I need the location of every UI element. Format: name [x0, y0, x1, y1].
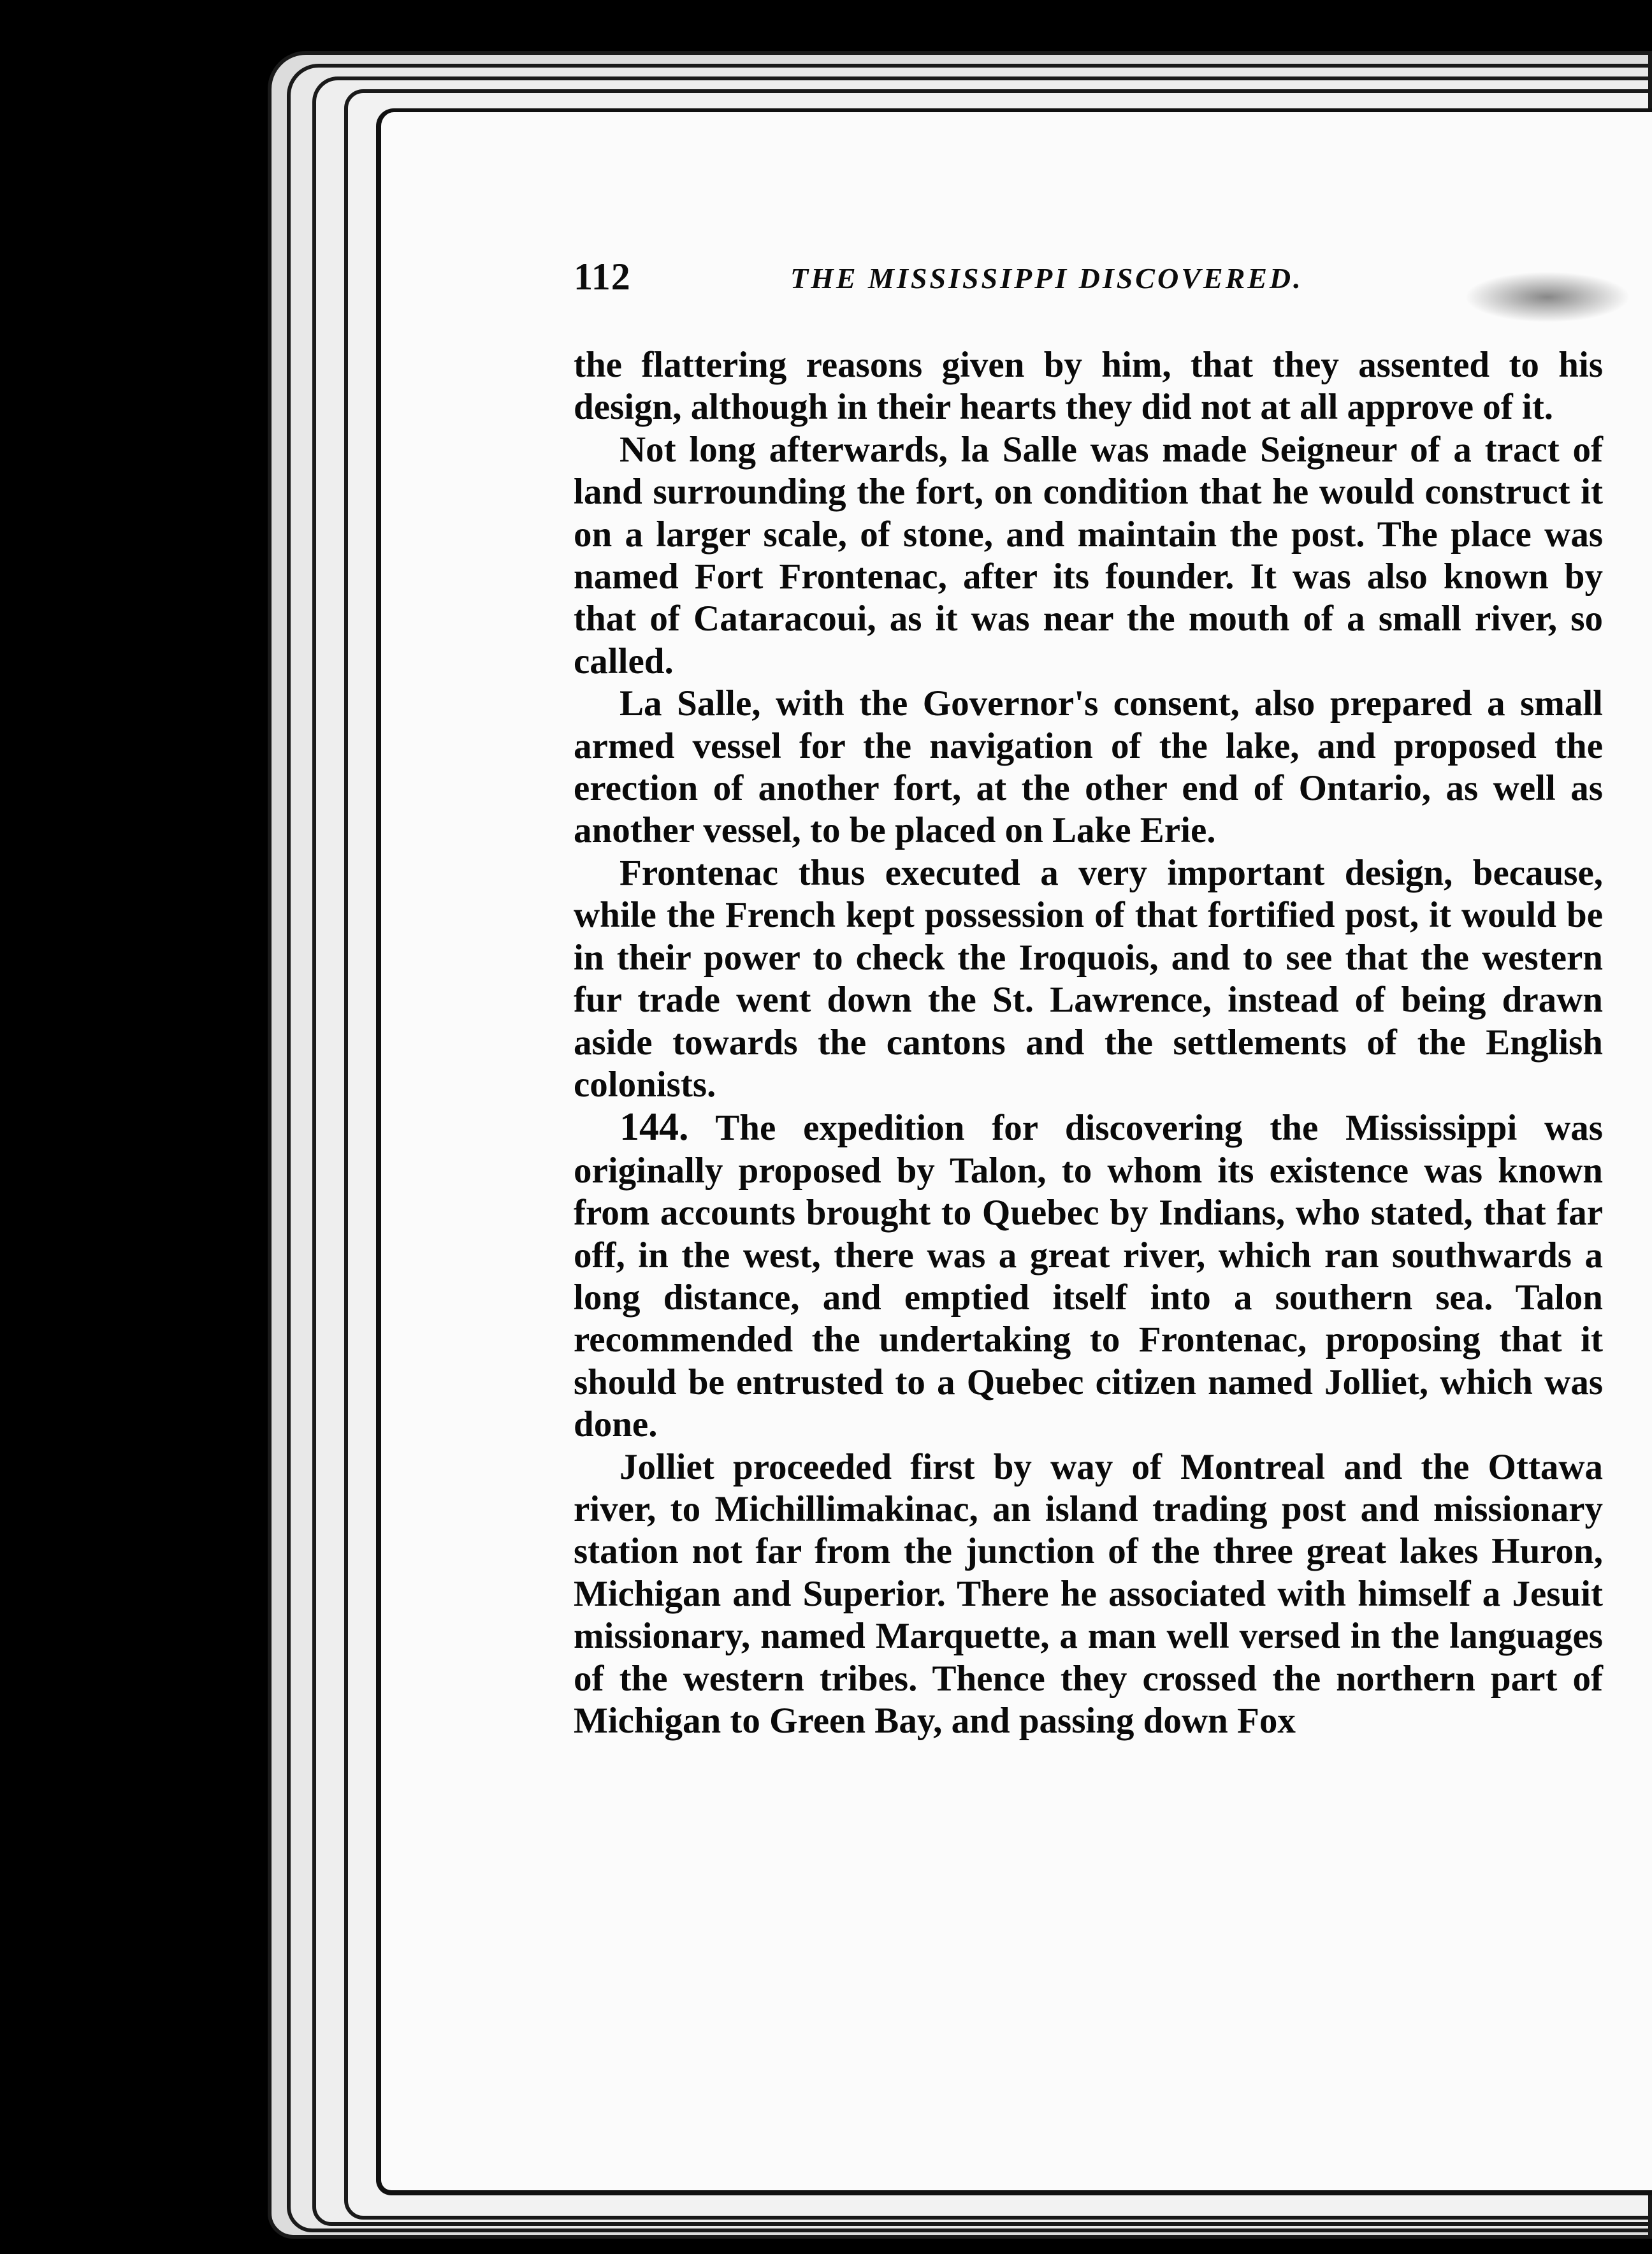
- paragraph: [574, 429, 1603, 683]
- paragraph: [574, 1106, 1603, 1446]
- section-number: 144.: [620, 1105, 689, 1149]
- paragraph-text: Frontenac thus executed a very important design, because, while the French kept possession of that fortified post, it would be in their power to check the Iroquois, and to see that the western fur trade went down the St. Lawrence, instead of being drawn aside towards the cantons and the settlements of the English colonists.: [574, 852, 1603, 1105]
- paragraph-text: Not long afterwards, la Salle was made Seigneur of a tract of land surrounding the fort, on condition that he would construct it on a larger scale, of stone, and maintain the post. The place was named Fort Frontenac, after its founder. It was also known by that of Cataracoui, as it was near the mouth of a small river, so called.: [574, 429, 1603, 681]
- paragraph-text: the flattering reasons given by him, that they assented to his design, although in their hearts they did not at all approve of it.: [574, 345, 1603, 428]
- body-text: [574, 344, 1603, 1742]
- paragraph-text: The expedition for discovering the Mississippi was originally proposed by Talon, to whom its existence was known from accounts brought to Quebec by Indians, who stated, that far off, in the west, there was a great river, which ran southwards a long distance, and emptied itself into a southern sea. Talon recommended the undertaking to Frontenac, proposing that it should be entrusted to a Quebec citizen named Jolliet, which was done.: [574, 1108, 1603, 1445]
- paragraph-text: Jolliet proceeded first by way of Montreal and the Ottawa river, to Michillimakinac, an island trading post and missionary station not far from the junction of the three great lakes Huron, Michigan and Superior. There he associated with himself a Jesuit missionary, named Marquette, a man well versed in the languages of the western tribes. Thence they crossed the northern part of Michigan to Green Bay, and passing down Fox: [574, 1446, 1603, 1741]
- running-head: [574, 255, 1421, 306]
- running-title: THE MISSISSIPPI DISCOVERED.: [790, 262, 1303, 294]
- paragraph: [574, 852, 1603, 1106]
- page-number: 112: [574, 256, 631, 298]
- paragraph: [574, 1446, 1603, 1743]
- paragraph: [574, 683, 1603, 852]
- paragraph: [574, 344, 1603, 429]
- ink-smudge: [1465, 272, 1630, 323]
- paragraph-text: La Salle, with the Governor's consent, also prepared a small armed vessel for the navigation of the lake, and proposed the erection of another fort, at the other end of Ontario, as well as another vessel, to be placed on Lake Erie.: [574, 683, 1603, 851]
